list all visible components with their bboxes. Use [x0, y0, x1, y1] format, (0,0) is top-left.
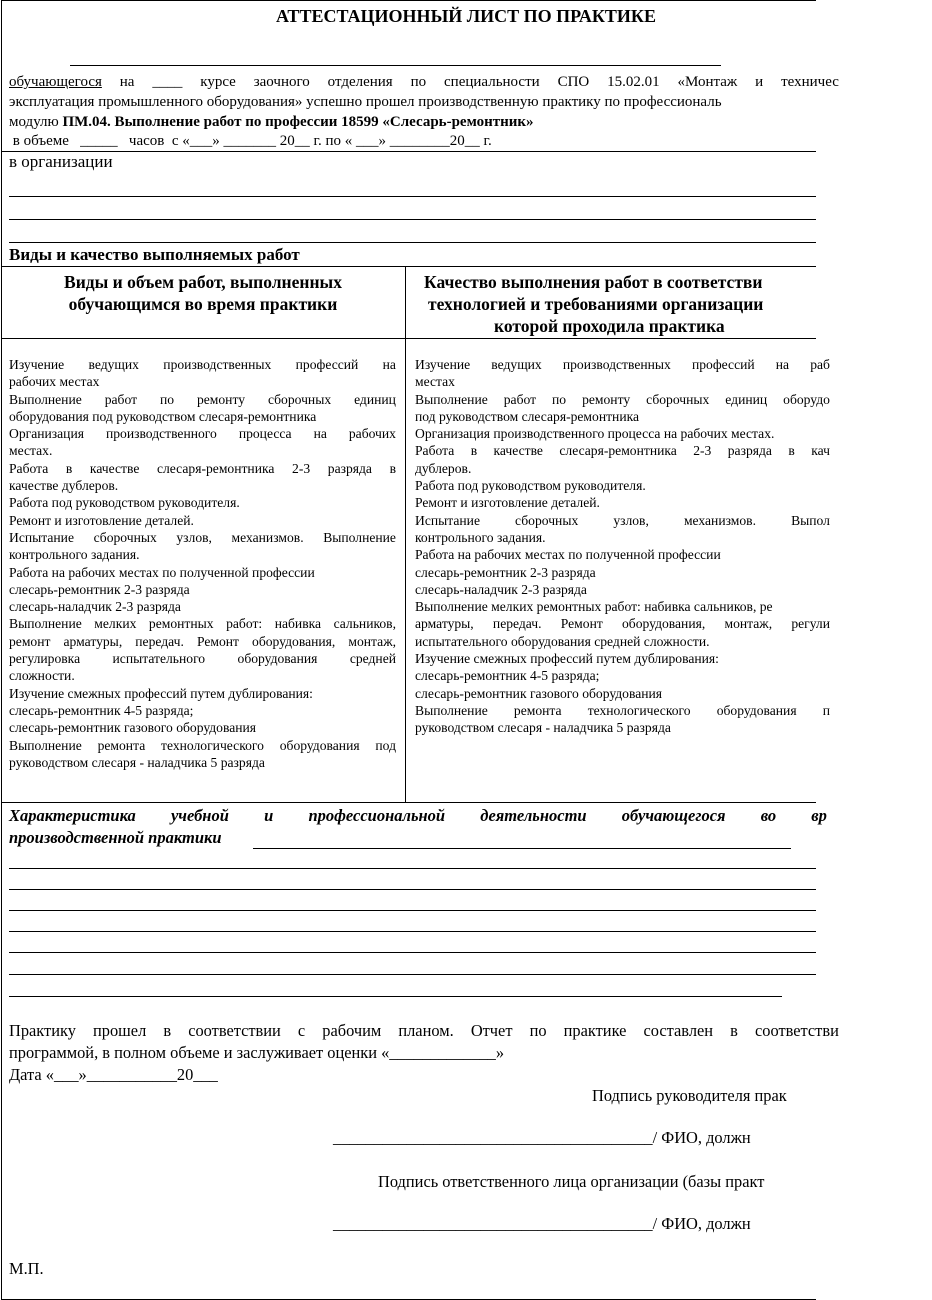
- list-item: Изучение смежных профессий путем дублирования:: [9, 685, 313, 701]
- list-word: узлов,: [176, 529, 212, 545]
- conclusion-word: планом.: [398, 1021, 454, 1040]
- intro-word: 15.02.01: [607, 74, 660, 90]
- table-bottom-border: [1, 802, 816, 803]
- list-item: Ремонт и изготовление деталей.: [415, 495, 600, 511]
- works-section-title: Виды и качество выполняемых работ: [9, 245, 300, 264]
- list-word: работ: [503, 391, 537, 407]
- list-word: Ремонт: [196, 633, 239, 649]
- list-word: сборочных: [515, 512, 579, 528]
- list-word: Выполнение: [323, 529, 396, 545]
- list-word: оборудования: [237, 651, 318, 667]
- organization-fill-line-2: [9, 219, 816, 220]
- organization-signature-label: Подпись ответственного лица организации (базы практ: [378, 1172, 765, 1191]
- list-word: ремонту: [582, 391, 631, 407]
- list-item: слесарь-наладчик 2-3 разряда: [9, 599, 181, 615]
- list-item: [415, 512, 830, 529]
- list-item: Работа на рабочих местах по полученной профессии: [9, 564, 315, 580]
- list-item: [415, 615, 830, 632]
- list-item: контрольного задания.: [9, 547, 140, 563]
- list-word: ремонтных: [148, 616, 214, 632]
- characteristic-line-1: [9, 806, 827, 826]
- table-right-header: [406, 271, 816, 337]
- list-item: [9, 460, 396, 477]
- list-word: в: [470, 443, 478, 459]
- characteristic-word: обучающегося: [621, 806, 726, 825]
- list-word: работ: [104, 391, 138, 407]
- list-item: [415, 442, 830, 459]
- right-header-line: которой проходила практика: [494, 316, 725, 336]
- list-word: 2-3: [693, 443, 712, 459]
- characteristic-word: Характеристика: [9, 806, 136, 825]
- list-item: Работа под руководством руководителя.: [415, 478, 646, 494]
- list-word: сборочных: [93, 529, 157, 545]
- list-word: ремонта: [513, 702, 562, 718]
- list-word: арматуры,: [415, 616, 474, 632]
- list-item: руководством слесаря - наладчика 5 разряда: [415, 720, 671, 736]
- conclusion-word: с: [297, 1021, 306, 1040]
- table-top-border: [1, 266, 816, 267]
- list-item: рабочих местах: [9, 374, 100, 390]
- list-word: слесаря-ремонтника: [559, 443, 677, 459]
- list-word: регули: [791, 616, 830, 632]
- list-word: кач: [811, 443, 830, 459]
- student-name-line: [70, 65, 721, 66]
- list-word: Выполнение: [415, 702, 488, 718]
- list-word: на: [382, 357, 396, 372]
- conclusion-word: рабочим: [322, 1021, 382, 1040]
- list-word: сальников,: [333, 616, 396, 632]
- characteristic-word: учебной: [170, 806, 229, 825]
- list-word: ремонту: [196, 391, 246, 407]
- conclusion-word: по: [529, 1021, 547, 1040]
- list-item: [9, 425, 396, 442]
- list-word: механизмов.: [683, 512, 757, 528]
- list-word: Испытание: [415, 512, 480, 528]
- list-word: оборудования,: [252, 633, 336, 649]
- list-word: Работа: [415, 443, 455, 459]
- list-word: средней: [349, 651, 396, 667]
- organization-label: в организации: [9, 152, 113, 171]
- list-item: слесарь-ремонтник 2-3 разряда: [9, 581, 190, 597]
- intro-line-4: в объеме _____ часов с «___» _______ 20__ г. по « ___» ________20__ г.: [9, 133, 492, 149]
- list-word: раб: [810, 357, 830, 372]
- list-word: сборочных: [267, 391, 332, 407]
- left-header-line: обучающимся во время практики: [68, 294, 338, 314]
- list-item: оборудования под руководством слесаря-ремонтника: [9, 408, 317, 424]
- list-word: монтаж,: [348, 633, 396, 649]
- list-item: слесарь-ремонтник 4-5 разряда;: [415, 668, 600, 684]
- list-word: оборудо: [783, 391, 830, 407]
- left-header-line: Виды и объем работ, выполненных: [64, 272, 342, 292]
- intro-module-name: ПМ.04. Выполнение работ по профессии 18599 «Слесарь-ремонтник»: [62, 114, 534, 130]
- conclusion-line-2: программой, в полном объеме и заслуживает оценки «_____________»: [9, 1043, 505, 1062]
- characteristic-title-underline: [253, 848, 791, 849]
- list-item: [415, 391, 830, 408]
- list-word: производственного: [105, 426, 217, 442]
- list-word: арматуры,: [63, 633, 123, 649]
- intro-word: по: [410, 74, 427, 90]
- list-item: [9, 356, 396, 373]
- intro-word: «Монтаж: [677, 74, 738, 90]
- separator-line: [1, 151, 816, 152]
- list-word: производственных: [163, 357, 272, 372]
- characteristic-fill-line: [9, 910, 816, 911]
- list-word: на: [313, 426, 327, 442]
- intro-word: техничес: [781, 74, 839, 90]
- list-word: в: [788, 443, 795, 459]
- organization-fill-line-1: [9, 196, 816, 197]
- list-word: п: [822, 702, 830, 718]
- list-word: механизмов.: [231, 529, 304, 545]
- list-word: Работа: [9, 460, 49, 476]
- list-word: производственных: [562, 357, 671, 372]
- characteristic-word: вр: [811, 806, 827, 825]
- page-title: АТТЕСТАЦИОННЫЙ ЛИСТ ПО ПРАКТИКЕ: [276, 6, 656, 26]
- list-word: оборудования: [716, 702, 797, 718]
- characteristic-fill-line: [9, 889, 816, 890]
- list-item: руководством слесаря - наладчика 5 разряда: [9, 754, 265, 770]
- intro-word: на: [119, 74, 135, 90]
- characteristic-word: и: [264, 806, 274, 825]
- list-item: местах: [415, 374, 455, 390]
- right-header-line: технологией и требованиями организации: [428, 294, 764, 314]
- list-word: регулировка: [9, 651, 81, 667]
- list-word: под: [375, 737, 396, 753]
- supervisor-fio-line: _______________________________________/ ФИО, должн: [333, 1128, 751, 1147]
- list-item: дублеров.: [415, 460, 472, 476]
- list-word: разряда: [327, 460, 372, 476]
- characteristic-word: деятельности: [480, 806, 587, 825]
- characteristic-fill-line: [9, 952, 816, 953]
- table-left-header: [2, 271, 404, 315]
- list-word: Изучение: [415, 357, 471, 372]
- supervisor-signature-label: Подпись руководителя прак: [592, 1086, 787, 1105]
- list-word: слесаря-ремонтника: [156, 460, 275, 476]
- list-word: разряда: [727, 443, 772, 459]
- list-word: оборудования: [279, 737, 360, 753]
- list-word: на: [775, 357, 790, 372]
- conclusion-word: Практику: [9, 1021, 76, 1040]
- organization-fill-line-3: [9, 242, 816, 243]
- list-item: [9, 529, 396, 546]
- conclusion-word: прошел: [93, 1021, 147, 1040]
- list-word: по: [159, 391, 175, 407]
- list-item: под руководством слесаря-ремонтника: [415, 408, 640, 424]
- characteristic-title-end: производственной практики: [9, 828, 222, 847]
- table-left-column: [9, 356, 396, 771]
- list-item: [415, 702, 830, 719]
- intro-word: специальности: [444, 74, 540, 90]
- list-word: профессий: [295, 357, 359, 372]
- intro-word: ____: [152, 74, 183, 90]
- list-word: Испытание: [9, 529, 74, 545]
- list-word: Выполнение: [415, 391, 488, 407]
- list-item: сложности.: [9, 668, 75, 684]
- intro-line-2: эксплуатация промышленного оборудования» успешно прошел производственную практику по профессиональ: [9, 94, 722, 110]
- list-word: по: [552, 391, 567, 407]
- list-word: передач.: [135, 633, 184, 649]
- list-item: [9, 633, 396, 650]
- list-word: Выполнение: [9, 737, 82, 753]
- characteristic-word: во: [760, 806, 777, 825]
- conclusion-word: соответствии: [188, 1021, 281, 1040]
- list-word: испытательного: [112, 651, 206, 667]
- list-word: ремонт: [9, 633, 51, 649]
- list-word: узлов,: [613, 512, 649, 528]
- list-item: местах.: [9, 443, 53, 459]
- list-item: Работа на рабочих местах по полученной профессии: [415, 547, 721, 563]
- intro-word: обучающегося: [9, 74, 102, 90]
- frame-top-border: [1, 0, 816, 1]
- intro-word: курсе: [200, 74, 236, 90]
- list-item: [9, 737, 396, 754]
- conclusion-word: соответстви: [755, 1021, 839, 1040]
- list-item: [415, 356, 830, 373]
- list-word: мелких: [94, 616, 137, 632]
- table-header-divider: [1, 338, 816, 339]
- list-word: качестве: [493, 443, 543, 459]
- characteristic-line-2: [9, 828, 222, 848]
- list-word: технологического: [161, 737, 264, 753]
- date-line: Дата «___»___________20___: [9, 1065, 218, 1084]
- table-right-column: [415, 356, 830, 737]
- right-header-line: Качество выполнения работ в соответстви: [424, 272, 763, 292]
- list-item: контрольного задания.: [415, 529, 546, 545]
- list-item: [9, 391, 396, 408]
- list-word: Выпол: [791, 512, 830, 528]
- intro-word: СПО: [557, 74, 590, 90]
- table-column-divider: [405, 266, 406, 802]
- characteristic-word: профессиональной: [308, 806, 446, 825]
- conclusion-word: в: [163, 1021, 172, 1040]
- list-word: сборочных: [646, 391, 710, 407]
- characteristic-last-line: [9, 996, 782, 997]
- list-word: рабочих: [348, 426, 396, 442]
- list-item: слесарь-ремонтник газового оборудования: [9, 720, 257, 736]
- intro-word: заочного: [253, 74, 310, 90]
- list-item: качестве дублеров.: [9, 478, 119, 494]
- conclusion-word: в: [730, 1021, 738, 1040]
- list-word: работ:: [226, 616, 263, 632]
- list-item: слесарь-наладчик 2-3 разряда: [415, 581, 587, 597]
- list-item: Выполнение мелких ремонтных работ: набивка сальников, ре: [415, 599, 773, 615]
- intro-word: отделения: [327, 74, 393, 90]
- characteristic-fill-line: [9, 974, 816, 975]
- intro-module-prefix: модулю: [9, 114, 59, 130]
- list-word: 2-3: [292, 460, 311, 476]
- list-word: Выполнение: [9, 391, 82, 407]
- list-word: ведущих: [88, 357, 139, 372]
- list-word: единиц: [354, 391, 396, 407]
- list-word: в: [65, 460, 73, 476]
- list-word: профессий: [691, 357, 755, 372]
- frame-left-border: [1, 0, 2, 1300]
- list-word: оборудования,: [622, 616, 706, 632]
- conclusion-word: практике: [563, 1021, 627, 1040]
- list-item: Изучение смежных профессий путем дублирования:: [415, 651, 719, 667]
- conclusion-word: Отчет: [470, 1021, 513, 1040]
- stamp-label: М.П.: [9, 1259, 44, 1278]
- list-item: слесарь-ремонтник газового оборудования: [415, 685, 663, 701]
- list-item: [9, 650, 396, 667]
- list-word: технологического: [587, 702, 691, 718]
- list-word: Изучение: [9, 357, 65, 372]
- conclusion-word: составлен: [643, 1021, 714, 1040]
- list-word: набивка: [274, 616, 322, 632]
- list-word: Ремонт: [560, 616, 603, 632]
- list-word: процесса: [238, 426, 292, 442]
- list-word: передач.: [492, 616, 542, 632]
- intro-line-1: [9, 72, 839, 92]
- list-word: ведущих: [491, 357, 542, 372]
- list-item: Организация производственного процесса на рабочих местах.: [415, 426, 775, 442]
- list-item: испытательного оборудования средней сложности.: [415, 633, 710, 649]
- conclusion-line-1: [9, 1020, 839, 1042]
- list-word: в: [389, 460, 396, 476]
- list-item: Работа под руководством руководителя.: [9, 495, 240, 511]
- list-item: [9, 615, 396, 632]
- list-word: монтаж,: [724, 616, 773, 632]
- list-item: слесарь-ремонтник 2-3 разряда: [415, 564, 596, 580]
- characteristic-fill-line: [9, 868, 816, 869]
- list-item: слесарь-ремонтник 4-5 разряда;: [9, 702, 194, 718]
- list-word: единиц: [725, 391, 768, 407]
- list-word: Организация: [9, 426, 84, 442]
- list-word: Выполнение: [9, 616, 82, 632]
- list-word: качестве: [89, 460, 140, 476]
- list-item: Ремонт и изготовление деталей.: [9, 512, 194, 528]
- intro-line-3: [9, 112, 534, 132]
- list-word: ремонта: [97, 737, 146, 753]
- intro-word: и: [755, 74, 764, 90]
- characteristic-fill-line: [9, 931, 816, 932]
- organization-fio-line: _______________________________________/ ФИО, должн: [333, 1214, 751, 1233]
